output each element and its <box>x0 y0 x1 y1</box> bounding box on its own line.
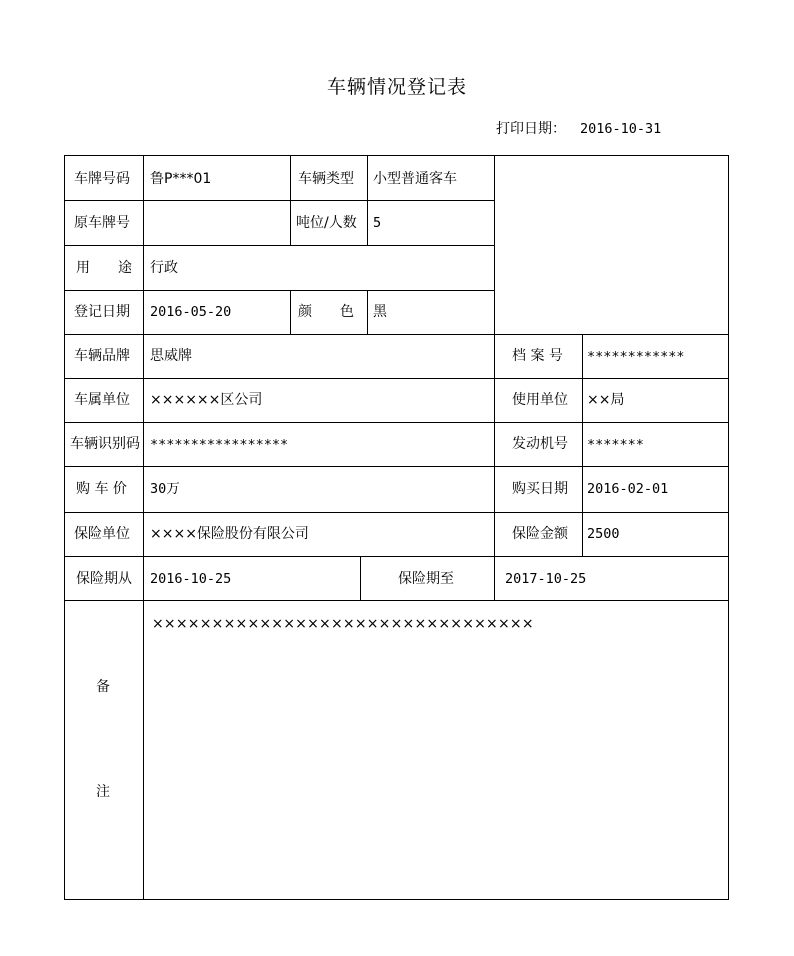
purchase-date-label: 购买日期 <box>512 481 568 497</box>
file-number-label: 档 案 号 <box>512 348 563 364</box>
insurer-value: ××××保险股份有限公司 <box>150 526 309 542</box>
brand-value: 思威牌 <box>150 348 192 364</box>
insurance-from-value: 2016-10-25 <box>150 571 232 587</box>
owner-unit-label: 车属单位 <box>74 392 130 408</box>
insured-amount-value: 2500 <box>587 526 620 542</box>
color-value: 黑 <box>373 304 387 320</box>
user-unit-label: 使用单位 <box>512 392 568 408</box>
vin-label: 车辆识别码 <box>70 436 140 452</box>
tonnage-value: 5 <box>373 215 382 231</box>
plate-number-label: 车牌号码 <box>74 171 130 187</box>
remarks-label-bottom: 注 <box>96 784 110 800</box>
brand-label: 车辆品牌 <box>74 348 130 364</box>
color-label: 颜 色 <box>298 304 354 320</box>
insurer-label: 保险单位 <box>74 526 130 542</box>
user-unit-value: ××局 <box>587 392 625 408</box>
purchase-price-value: 30万 <box>150 481 180 497</box>
print-date <box>496 118 661 138</box>
owner-unit-value: ××××××区公司 <box>150 392 263 408</box>
purchase-date-value: 2016-02-01 <box>587 481 669 497</box>
purchase-price-label: 购 车 价 <box>76 481 127 497</box>
insurance-to-label: 保险期至 <box>398 571 454 587</box>
insurance-from-label: 保险期从 <box>76 571 132 587</box>
tonnage-label: 吨位/人数 <box>296 215 357 231</box>
engine-number-value: ******* <box>587 437 644 453</box>
insured-amount-label: 保险金额 <box>512 526 568 542</box>
registration-date-label: 登记日期 <box>74 304 130 320</box>
print-date-label: 打印日期： <box>496 121 566 137</box>
vin-value: ***************** <box>150 437 289 453</box>
file-number-value: ************ <box>587 349 685 365</box>
registration-date-value: 2016-05-20 <box>150 304 232 320</box>
vehicle-type-value: 小型普通客车 <box>373 171 457 187</box>
engine-number-label: 发动机号 <box>512 436 568 452</box>
original-plate-label: 原车牌号 <box>74 215 130 231</box>
usage-label: 用 途 <box>76 260 132 276</box>
vehicle-type-label: 车辆类型 <box>298 171 354 187</box>
remarks-label-top: 备 <box>96 679 110 695</box>
usage-value: 行政 <box>150 260 178 276</box>
form-title: 车辆情况登记表 <box>326 76 467 98</box>
insurance-to-value: 2017-10-25 <box>505 571 587 587</box>
remarks-value: ×××××××××××××××××××××××××××××××× <box>152 616 534 632</box>
print-date-value: 2016-10-31 <box>580 121 662 137</box>
plate-number-value: 鲁P***01 <box>150 171 212 187</box>
